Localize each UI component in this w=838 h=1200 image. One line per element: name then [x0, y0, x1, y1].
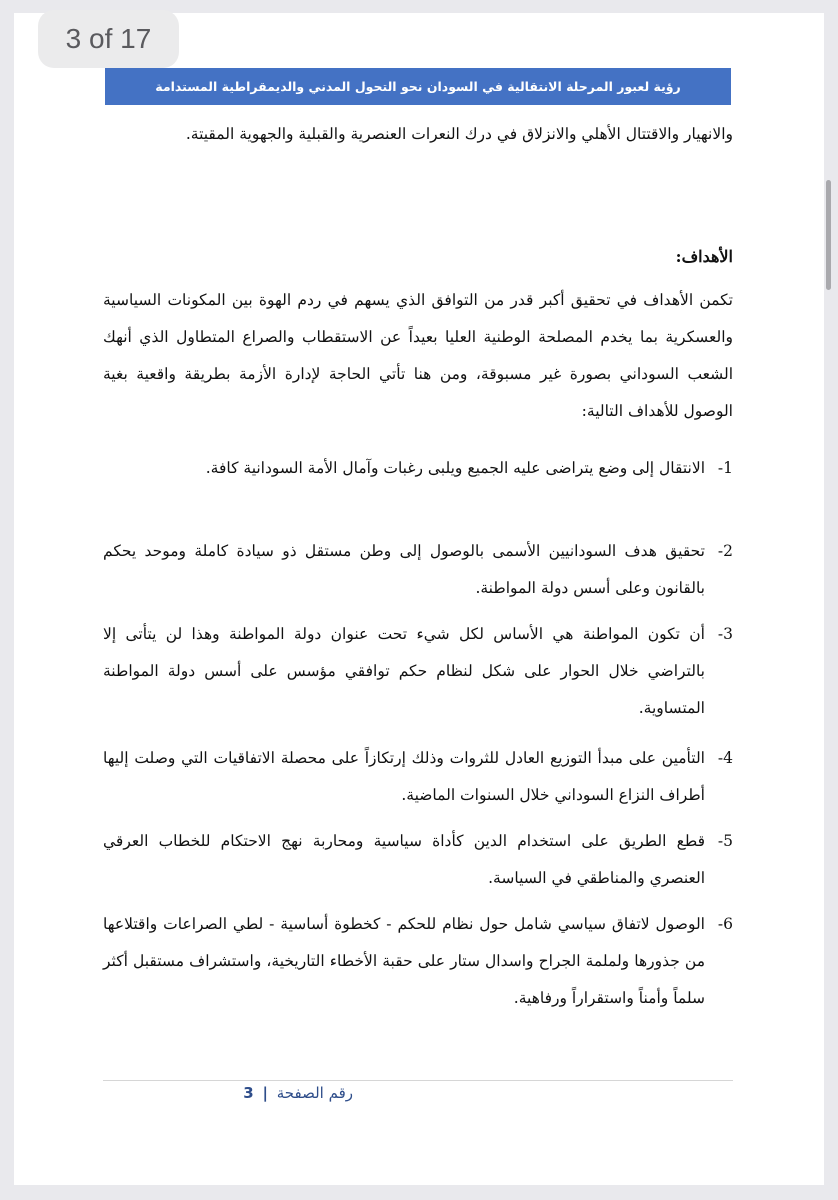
list-item-text: الوصول لاتفاق سياسي شامل حول نظام للحكم - كخطوة أساسية - لطي الصراعات واقتلاعها من جذورها ولملمة الجراح واسدال ستار على حقبة الأخطاء التاريخية، واستشراف مستقبل أكثر سلماً وأمناً واستقراراً ورفاهية. [103, 915, 705, 1007]
list-item-text: أن تكون المواطنة هي الأساس لكل شيء تحت عنوان دولة المواطنة وهذا لن يتأتى إلا بالتراضي خلال الحوار على شكل لنظام حكم توافقي مؤسس على أسس دولة المواطنة المتساوية. [103, 625, 705, 717]
list-item [103, 533, 733, 607]
list-item-number: 1- [717, 459, 733, 477]
list-item-text: تحقيق هدف السودانيين الأسمى بالوصول إلى وطن مستقل ذو سيادة كاملة وموحد يحكم بالقانون وعلى أسس دولة المواطنة. [103, 542, 705, 597]
list-item [103, 740, 733, 814]
list-item [103, 906, 733, 1017]
list-item [103, 450, 733, 487]
list-item-number: 4- [717, 749, 733, 767]
list-item-text: الانتقال إلى وضع يتراضى عليه الجميع ويلبى رغبات وآمال الأمة السودانية كافة. [205, 459, 705, 477]
footer-divider [103, 1080, 733, 1081]
footer-page-number: 3 [243, 1084, 254, 1102]
list-item-text: قطع الطريق على استخدام الدين كأداة سياسية ومحاربة نهج الاحتكام للخطاب العرقي العنصري والمناطقي في السياسة. [103, 832, 705, 887]
page-indicator: 3 of 17 [38, 10, 179, 68]
scrollbar-thumb[interactable] [826, 180, 831, 290]
list-item [103, 616, 733, 727]
intro-continuation: والانهيار والاقتتال الأهلي والانزلاق في درك النعرات العنصرية والقبلية والجهوية المقيتة. [185, 125, 733, 143]
page-footer [103, 1084, 353, 1110]
footer-label: رقم الصفحة [276, 1084, 353, 1102]
list-item-number: 5- [717, 832, 733, 850]
goals-heading: الأهداف: [675, 247, 733, 266]
document-header: رؤية لعبور المرحلة الانتقالية في السودان نحو التحول المدني والديمقراطية المستدامة [105, 68, 731, 105]
list-item [103, 823, 733, 897]
footer-separator: | [262, 1084, 268, 1102]
goals-intro: تكمن الأهداف في تحقيق أكبر قدر من التوافق الذي يسهم في ردم الهوة بين المكونات السياسية والعسكرية بما يخدم المصلحة الوطنية العليا بعيداً عن الاستقطاب والصراع المتطاول الذي أنهك الشعب السوداني بصورة غير مسبوقة، ومن هنا تأتي الحاجة لإدارة الأزمة بطريقة واقعية بغية الوصول للأهداف التالية: [103, 291, 733, 420]
list-item-number: 6- [717, 915, 733, 933]
list-item-text: التأمين على مبدأ التوزيع العادل للثروات وذلك إرتكازاً على محصلة الاتفاقيات التي وصلت إليها أطراف النزاع السوداني خلال السنوات الماضية. [103, 749, 705, 804]
list-item-number: 3- [717, 625, 733, 643]
list-item-number: 2- [717, 542, 733, 560]
